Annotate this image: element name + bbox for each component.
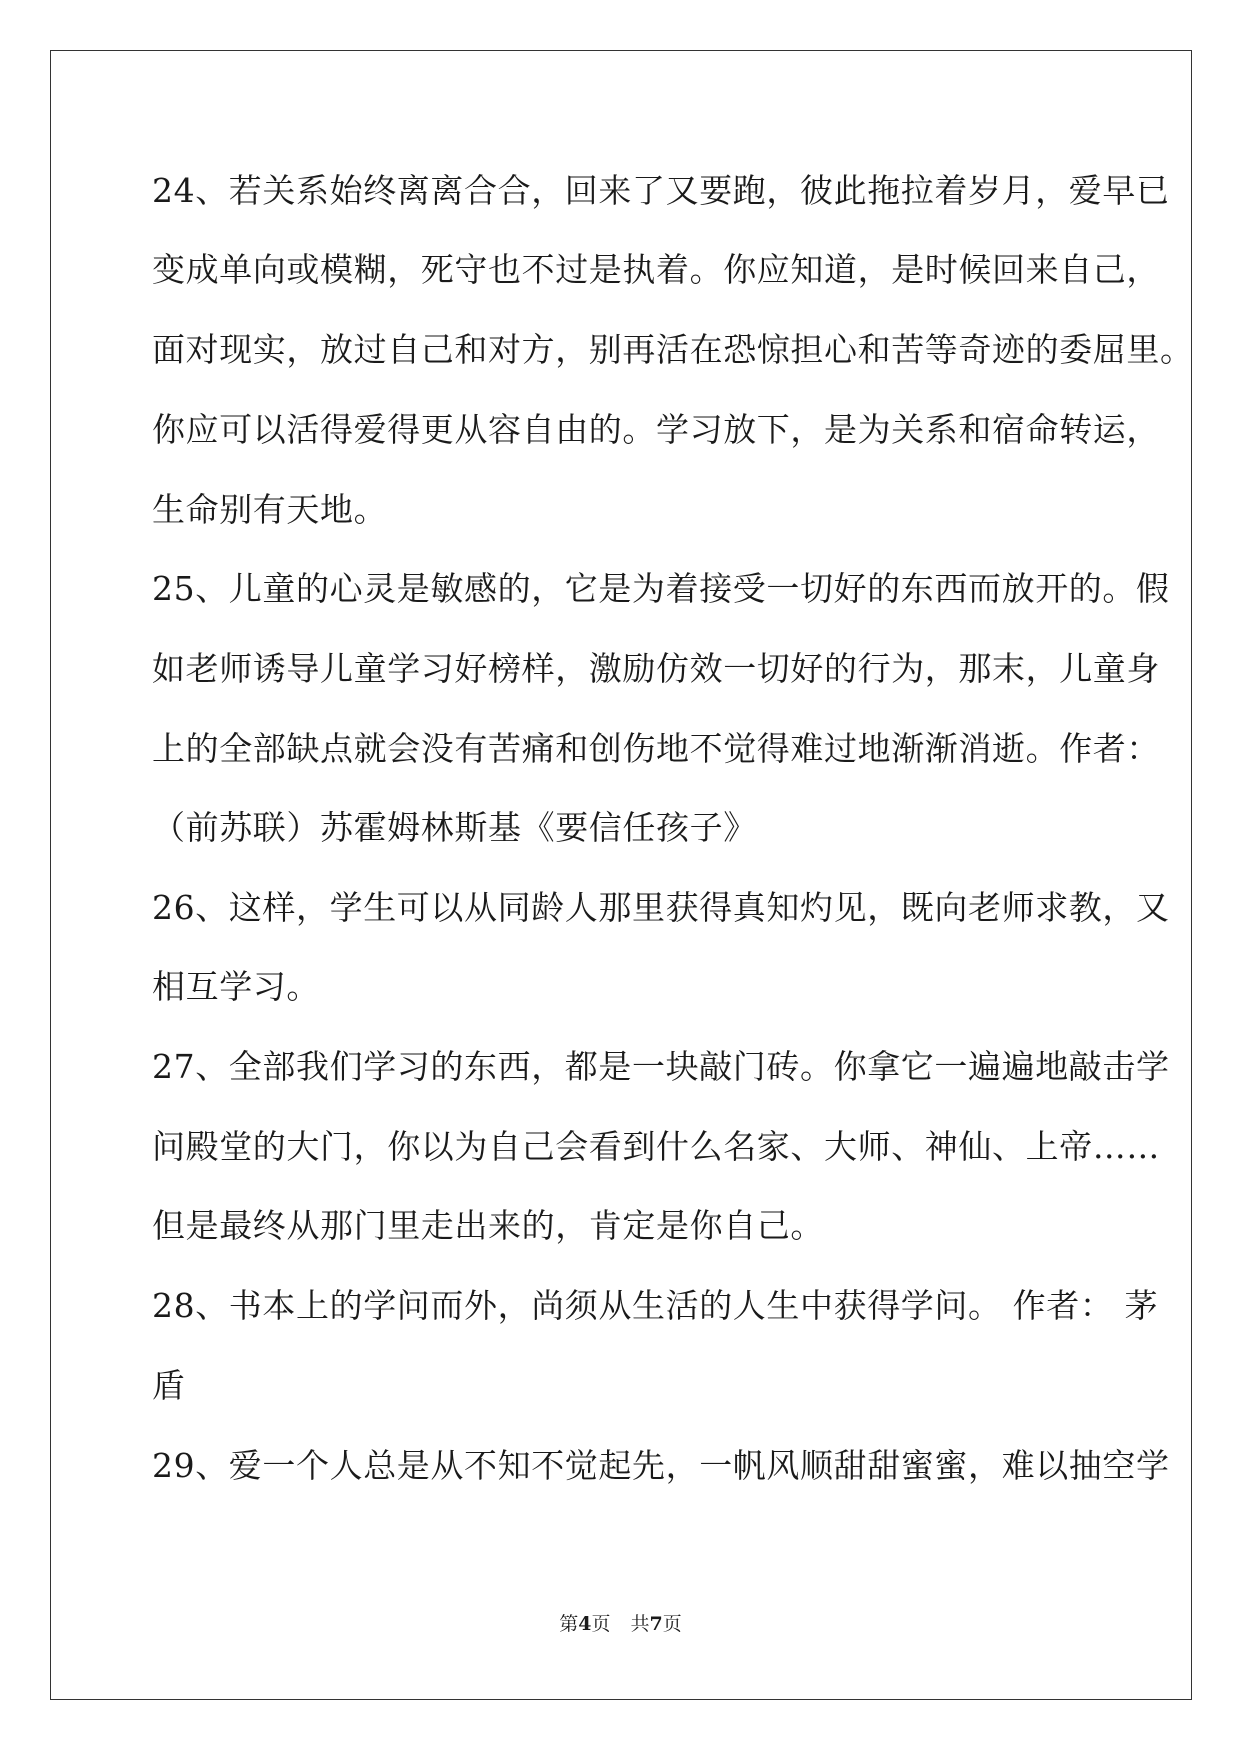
text-line: 问殿堂的大门，你以为自己会看到什么名家、大师、神仙、上帝……	[152, 1127, 1160, 1166]
text-line: 29、爱一个人总是从不知不觉起先，一帆风顺甜甜蜜蜜，难以抽空学	[152, 1446, 1170, 1485]
text-line: 相互学习。	[152, 967, 320, 1006]
total-prefix: 共	[630, 1613, 650, 1635]
text-line: 28、书本上的学问而外，尚须从生活的人生中获得学问。 作者： 茅	[152, 1286, 1159, 1325]
text-line: 生命别有天地。	[152, 490, 388, 529]
text-line: 变成单向或模糊，死守也不过是执着。你应知道，是时候回来自己，	[152, 250, 1160, 289]
page-prefix: 第	[559, 1613, 579, 1635]
total-suffix: 页	[662, 1613, 682, 1635]
text-line: 24、若关系始终离离合合，回来了又要跑，彼此拖拉着岁月，爱早已	[152, 171, 1170, 210]
total-pages: 7	[649, 1613, 663, 1635]
text-line: （前苏联）苏霍姆林斯基《要信任孩子》	[152, 808, 757, 847]
text-line: 但是最终从那门里走出来的，肯定是你自己。	[152, 1206, 824, 1245]
text-line: 面对现实，放过自己和对方，别再活在恐惊担心和苦等奇迹的委屈里。	[152, 330, 1194, 369]
text-line: 25、儿童的心灵是敏感的，它是为着接受一切好的东西而放开的。假	[152, 569, 1170, 608]
page-footer	[0, 1612, 1241, 1636]
text-line: 盾	[152, 1366, 186, 1405]
page-number: 4	[578, 1613, 592, 1635]
page-suffix: 页	[591, 1613, 611, 1635]
text-line: 如老师诱导儿童学习好榜样，激励仿效一切好的行为，那末，儿童身	[152, 649, 1160, 688]
text-line: 你应可以活得爱得更从容自由的。学习放下，是为关系和宿命转运，	[152, 410, 1160, 449]
text-line: 上的全部缺点就会没有苦痛和创伤地不觉得难过地渐渐消逝。作者：	[152, 729, 1160, 768]
text-line: 27、全部我们学习的东西，都是一块敲门砖。你拿它一遍遍地敲击学	[152, 1047, 1170, 1086]
text-line: 26、这样，学生可以从同龄人那里获得真知灼见，既向老师求教，又	[152, 888, 1170, 927]
